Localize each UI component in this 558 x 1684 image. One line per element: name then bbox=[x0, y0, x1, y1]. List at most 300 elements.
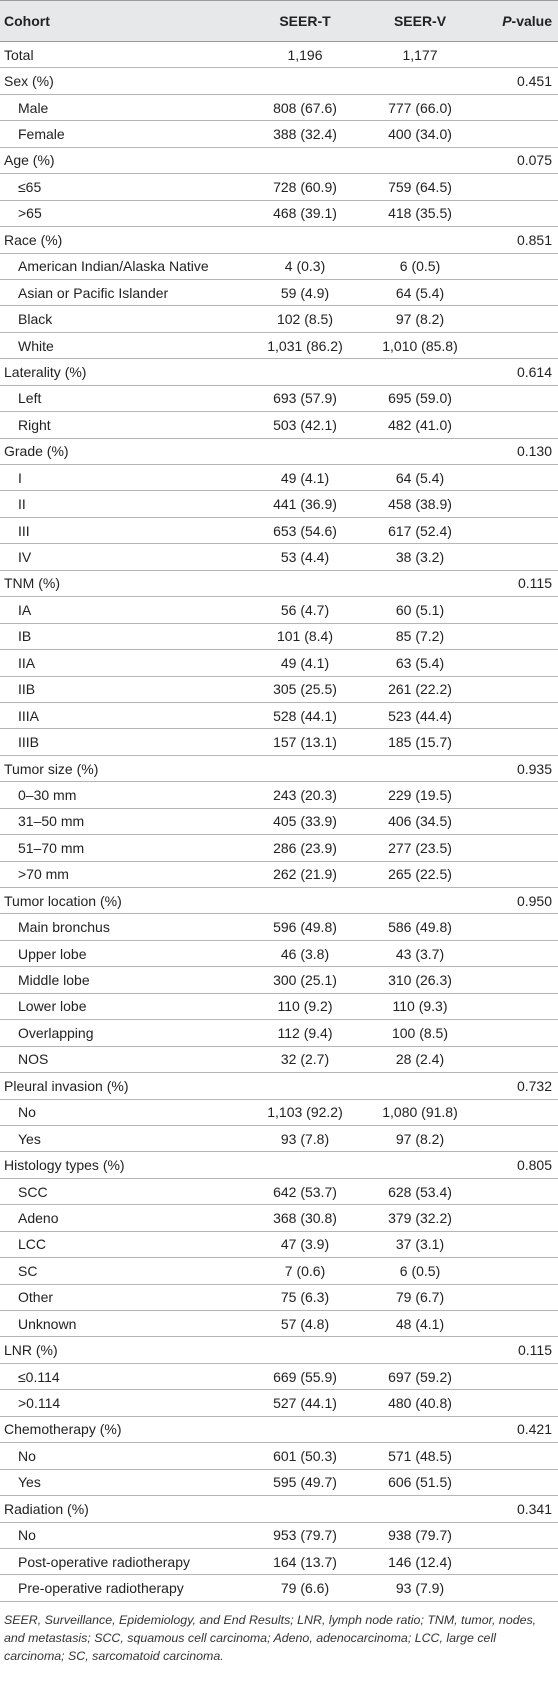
cell-seer-v: 1,177 bbox=[360, 42, 480, 68]
cell-label: IV bbox=[0, 544, 250, 570]
cell-p-value bbox=[480, 465, 558, 491]
cell-seer-t: 1,103 (92.2) bbox=[250, 1099, 360, 1125]
table-row bbox=[0, 1363, 558, 1389]
table-row bbox=[0, 1152, 558, 1178]
cell-seer-v: 571 (48.5) bbox=[360, 1443, 480, 1469]
cell-label: ≤0.114 bbox=[0, 1363, 250, 1389]
cell-p-value bbox=[480, 174, 558, 200]
cell-label: Yes bbox=[0, 1469, 250, 1495]
cell-p-value bbox=[480, 1258, 558, 1284]
cell-seer-v bbox=[360, 888, 480, 914]
cell-seer-v bbox=[360, 1416, 480, 1442]
cell-p-value bbox=[480, 993, 558, 1019]
table-row bbox=[0, 967, 558, 993]
cell-label: Right bbox=[0, 412, 250, 438]
cell-label: Male bbox=[0, 94, 250, 120]
table-row bbox=[0, 1469, 558, 1495]
cell-label: 31–50 mm bbox=[0, 808, 250, 834]
cell-seer-v bbox=[360, 227, 480, 253]
cell-seer-v: 938 (79.7) bbox=[360, 1522, 480, 1548]
cell-p-value: 0.115 bbox=[480, 1337, 558, 1363]
cell-p-value bbox=[480, 491, 558, 517]
table-row bbox=[0, 1284, 558, 1310]
cell-label: Grade (%) bbox=[0, 438, 250, 464]
cell-label: TNM (%) bbox=[0, 570, 250, 596]
cell-seer-t bbox=[250, 755, 360, 781]
table-row bbox=[0, 1337, 558, 1363]
table-row bbox=[0, 1231, 558, 1257]
table-row bbox=[0, 914, 558, 940]
cell-p-value bbox=[480, 1311, 558, 1337]
table-row bbox=[0, 597, 558, 623]
cell-label: Yes bbox=[0, 1125, 250, 1151]
cell-seer-v: 1,080 (91.8) bbox=[360, 1099, 480, 1125]
cell-label: I bbox=[0, 465, 250, 491]
cell-seer-v: 6 (0.5) bbox=[360, 253, 480, 279]
cell-seer-t: 49 (4.1) bbox=[250, 465, 360, 491]
cell-label: No bbox=[0, 1522, 250, 1548]
cell-seer-t: 441 (36.9) bbox=[250, 491, 360, 517]
cell-label: Black bbox=[0, 306, 250, 332]
cell-label: >70 mm bbox=[0, 861, 250, 887]
table-row bbox=[0, 861, 558, 887]
cell-seer-v: 606 (51.5) bbox=[360, 1469, 480, 1495]
cell-label: >65 bbox=[0, 200, 250, 226]
cell-p-value bbox=[480, 1046, 558, 1072]
table-row bbox=[0, 1178, 558, 1204]
cell-seer-t: 368 (30.8) bbox=[250, 1205, 360, 1231]
cell-label: Upper lobe bbox=[0, 940, 250, 966]
cell-label: American Indian/Alaska Native bbox=[0, 253, 250, 279]
cell-label: Pre-operative radiotherapy bbox=[0, 1575, 250, 1601]
cell-p-value bbox=[480, 332, 558, 358]
table-row bbox=[0, 1073, 558, 1099]
table-row bbox=[0, 1258, 558, 1284]
cell-p-value bbox=[480, 1548, 558, 1574]
cell-p-value: 0.421 bbox=[480, 1416, 558, 1442]
table-row bbox=[0, 200, 558, 226]
cell-p-value bbox=[480, 914, 558, 940]
cell-seer-v: 79 (6.7) bbox=[360, 1284, 480, 1310]
cell-seer-t: 93 (7.8) bbox=[250, 1125, 360, 1151]
cell-p-value: 0.935 bbox=[480, 755, 558, 781]
cell-p-value bbox=[480, 861, 558, 887]
table-row bbox=[0, 253, 558, 279]
cell-seer-t bbox=[250, 227, 360, 253]
cell-seer-v: 418 (35.5) bbox=[360, 200, 480, 226]
cell-label: SCC bbox=[0, 1178, 250, 1204]
cell-seer-t bbox=[250, 359, 360, 385]
cell-seer-t: 405 (33.9) bbox=[250, 808, 360, 834]
cell-seer-t bbox=[250, 68, 360, 94]
table-row bbox=[0, 306, 558, 332]
cell-seer-t: 528 (44.1) bbox=[250, 702, 360, 728]
cell-p-value bbox=[480, 597, 558, 623]
cell-p-value: 0.851 bbox=[480, 227, 558, 253]
cell-p-value bbox=[480, 702, 558, 728]
table-row bbox=[0, 1496, 558, 1522]
cell-seer-v: 617 (52.4) bbox=[360, 517, 480, 543]
cell-seer-t: 101 (8.4) bbox=[250, 623, 360, 649]
cell-seer-t: 75 (6.3) bbox=[250, 1284, 360, 1310]
cell-label: Other bbox=[0, 1284, 250, 1310]
cell-p-value bbox=[480, 1231, 558, 1257]
cell-label: Female bbox=[0, 121, 250, 147]
table-row bbox=[0, 42, 558, 68]
cell-label: IA bbox=[0, 597, 250, 623]
cell-p-value bbox=[480, 306, 558, 332]
cell-seer-v: 586 (49.8) bbox=[360, 914, 480, 940]
cell-seer-v bbox=[360, 68, 480, 94]
cell-p-value bbox=[480, 1363, 558, 1389]
cell-seer-t: 32 (2.7) bbox=[250, 1046, 360, 1072]
table-body bbox=[0, 42, 558, 1602]
cell-p-value bbox=[480, 253, 558, 279]
cell-seer-v: 628 (53.4) bbox=[360, 1178, 480, 1204]
cell-seer-t: 243 (20.3) bbox=[250, 782, 360, 808]
cell-seer-t: 601 (50.3) bbox=[250, 1443, 360, 1469]
cell-p-value: 0.950 bbox=[480, 888, 558, 914]
cell-p-value bbox=[480, 1284, 558, 1310]
cell-seer-v: 6 (0.5) bbox=[360, 1258, 480, 1284]
cell-label: II bbox=[0, 491, 250, 517]
table-header bbox=[0, 1, 558, 42]
table-row bbox=[0, 1125, 558, 1151]
cell-seer-v: 38 (3.2) bbox=[360, 544, 480, 570]
cell-seer-t: 388 (32.4) bbox=[250, 121, 360, 147]
cell-p-value bbox=[480, 1443, 558, 1469]
cell-seer-v: 100 (8.5) bbox=[360, 1020, 480, 1046]
table-row bbox=[0, 570, 558, 596]
cell-seer-t: 286 (23.9) bbox=[250, 835, 360, 861]
table-row bbox=[0, 1311, 558, 1337]
table-row bbox=[0, 1390, 558, 1416]
cell-label: SC bbox=[0, 1258, 250, 1284]
cell-seer-v: 28 (2.4) bbox=[360, 1046, 480, 1072]
cell-label: Radiation (%) bbox=[0, 1496, 250, 1522]
table-row bbox=[0, 1548, 558, 1574]
table-row bbox=[0, 412, 558, 438]
table-row bbox=[0, 359, 558, 385]
cell-label: Sex (%) bbox=[0, 68, 250, 94]
cell-seer-t: 164 (13.7) bbox=[250, 1548, 360, 1574]
cell-label: IIB bbox=[0, 676, 250, 702]
cell-seer-v: 146 (12.4) bbox=[360, 1548, 480, 1574]
header-p-italic: P bbox=[502, 13, 512, 29]
cell-label: Chemotherapy (%) bbox=[0, 1416, 250, 1442]
cell-label: IB bbox=[0, 623, 250, 649]
table-row bbox=[0, 676, 558, 702]
cell-seer-t: 1,031 (86.2) bbox=[250, 332, 360, 358]
cell-seer-v: 97 (8.2) bbox=[360, 306, 480, 332]
cell-p-value bbox=[480, 121, 558, 147]
cell-label: Unknown bbox=[0, 1311, 250, 1337]
cell-p-value bbox=[480, 385, 558, 411]
table-row bbox=[0, 1443, 558, 1469]
cell-seer-t bbox=[250, 1337, 360, 1363]
cell-seer-v bbox=[360, 755, 480, 781]
table-row bbox=[0, 888, 558, 914]
cell-p-value: 0.115 bbox=[480, 570, 558, 596]
cell-p-value bbox=[480, 544, 558, 570]
cell-seer-t: 102 (8.5) bbox=[250, 306, 360, 332]
cell-seer-t: 56 (4.7) bbox=[250, 597, 360, 623]
cell-label: Lower lobe bbox=[0, 993, 250, 1019]
cell-seer-v: 229 (19.5) bbox=[360, 782, 480, 808]
table-row bbox=[0, 332, 558, 358]
cell-seer-v: 48 (4.1) bbox=[360, 1311, 480, 1337]
cell-label: ≤65 bbox=[0, 174, 250, 200]
cell-p-value bbox=[480, 412, 558, 438]
cell-p-value bbox=[480, 1390, 558, 1416]
table-row bbox=[0, 544, 558, 570]
cell-label: Pleural invasion (%) bbox=[0, 1073, 250, 1099]
cell-p-value bbox=[480, 279, 558, 305]
cell-seer-v: 777 (66.0) bbox=[360, 94, 480, 120]
cell-seer-v: 695 (59.0) bbox=[360, 385, 480, 411]
cell-seer-t: 49 (4.1) bbox=[250, 650, 360, 676]
table-row bbox=[0, 1416, 558, 1442]
table-row bbox=[0, 385, 558, 411]
cell-seer-t: 112 (9.4) bbox=[250, 1020, 360, 1046]
cell-label: Histology types (%) bbox=[0, 1152, 250, 1178]
cell-label: IIIB bbox=[0, 729, 250, 755]
cell-seer-v: 400 (34.0) bbox=[360, 121, 480, 147]
cell-p-value bbox=[480, 94, 558, 120]
cell-p-value bbox=[480, 676, 558, 702]
cell-seer-t: 7 (0.6) bbox=[250, 1258, 360, 1284]
cell-seer-t: 59 (4.9) bbox=[250, 279, 360, 305]
cell-label: White bbox=[0, 332, 250, 358]
cell-p-value bbox=[480, 517, 558, 543]
table-row bbox=[0, 227, 558, 253]
cell-seer-v: 60 (5.1) bbox=[360, 597, 480, 623]
header-cohort: Cohort bbox=[0, 1, 250, 42]
table-footnote: SEER, Surveillance, Epidemiology, and End Results; LNR, lymph node ratio; TNM, tumor, nodes, and metastasis; SCC, squamous cell carcinoma; Adeno, adenocarcinoma; LCC, large cell carcinoma; SC, sarcomatoid carcinoma. bbox=[4, 1612, 537, 1663]
cell-seer-v: 458 (38.9) bbox=[360, 491, 480, 517]
cell-p-value bbox=[480, 808, 558, 834]
cell-label: Race (%) bbox=[0, 227, 250, 253]
cell-seer-v: 1,010 (85.8) bbox=[360, 332, 480, 358]
cell-seer-v: 43 (3.7) bbox=[360, 940, 480, 966]
cell-label: Overlapping bbox=[0, 1020, 250, 1046]
cell-label: III bbox=[0, 517, 250, 543]
cell-seer-t bbox=[250, 1073, 360, 1099]
cell-seer-t: 953 (79.7) bbox=[250, 1522, 360, 1548]
cell-seer-v bbox=[360, 1496, 480, 1522]
table-row bbox=[0, 517, 558, 543]
table-row bbox=[0, 279, 558, 305]
header-p-rest: -value bbox=[511, 13, 552, 29]
cell-seer-t: 157 (13.1) bbox=[250, 729, 360, 755]
cell-seer-v: 85 (7.2) bbox=[360, 623, 480, 649]
table-row bbox=[0, 782, 558, 808]
cell-label: Age (%) bbox=[0, 147, 250, 173]
table-row bbox=[0, 491, 558, 517]
cell-seer-t bbox=[250, 1496, 360, 1522]
cell-label: >0.114 bbox=[0, 1390, 250, 1416]
table-row bbox=[0, 121, 558, 147]
cell-seer-t: 262 (21.9) bbox=[250, 861, 360, 887]
cell-label: Laterality (%) bbox=[0, 359, 250, 385]
header-p-value bbox=[480, 1, 558, 42]
cell-seer-v: 64 (5.4) bbox=[360, 465, 480, 491]
table-row bbox=[0, 1205, 558, 1231]
cell-seer-t: 669 (55.9) bbox=[250, 1363, 360, 1389]
table-row bbox=[0, 68, 558, 94]
cell-label: Main bronchus bbox=[0, 914, 250, 940]
cell-seer-t: 4 (0.3) bbox=[250, 253, 360, 279]
table-row bbox=[0, 623, 558, 649]
table-row bbox=[0, 808, 558, 834]
cell-seer-t: 57 (4.8) bbox=[250, 1311, 360, 1337]
cell-seer-t: 728 (60.9) bbox=[250, 174, 360, 200]
cell-seer-v: 310 (26.3) bbox=[360, 967, 480, 993]
cell-label: LNR (%) bbox=[0, 1337, 250, 1363]
cell-p-value bbox=[480, 1178, 558, 1204]
cell-seer-t bbox=[250, 147, 360, 173]
table-row bbox=[0, 755, 558, 781]
cell-seer-v: 261 (22.2) bbox=[360, 676, 480, 702]
cell-seer-v bbox=[360, 1152, 480, 1178]
cell-seer-v: 480 (40.8) bbox=[360, 1390, 480, 1416]
table-row bbox=[0, 940, 558, 966]
cell-seer-v: 482 (41.0) bbox=[360, 412, 480, 438]
cell-label: Asian or Pacific Islander bbox=[0, 279, 250, 305]
cell-seer-v: 379 (32.2) bbox=[360, 1205, 480, 1231]
cell-seer-v: 97 (8.2) bbox=[360, 1125, 480, 1151]
table-row bbox=[0, 174, 558, 200]
header-seer-v: SEER-V bbox=[360, 1, 480, 42]
cell-p-value bbox=[480, 1575, 558, 1601]
header-row bbox=[0, 1, 558, 42]
cell-p-value: 0.805 bbox=[480, 1152, 558, 1178]
cell-seer-t: 53 (4.4) bbox=[250, 544, 360, 570]
cell-seer-v: 110 (9.3) bbox=[360, 993, 480, 1019]
cell-label: Total bbox=[0, 42, 250, 68]
cell-seer-t: 527 (44.1) bbox=[250, 1390, 360, 1416]
table-row bbox=[0, 993, 558, 1019]
cell-seer-v: 523 (44.4) bbox=[360, 702, 480, 728]
cell-seer-v: 93 (7.9) bbox=[360, 1575, 480, 1601]
table-row bbox=[0, 1575, 558, 1601]
cell-p-value bbox=[480, 1099, 558, 1125]
cell-seer-v: 63 (5.4) bbox=[360, 650, 480, 676]
cell-p-value bbox=[480, 200, 558, 226]
cell-seer-v: 759 (64.5) bbox=[360, 174, 480, 200]
cell-p-value bbox=[480, 967, 558, 993]
cell-seer-t: 110 (9.2) bbox=[250, 993, 360, 1019]
cell-seer-t: 503 (42.1) bbox=[250, 412, 360, 438]
cell-label: IIIA bbox=[0, 702, 250, 728]
cell-p-value bbox=[480, 1522, 558, 1548]
cell-seer-t: 47 (3.9) bbox=[250, 1231, 360, 1257]
cell-seer-v bbox=[360, 147, 480, 173]
cell-p-value bbox=[480, 835, 558, 861]
cell-seer-v: 37 (3.1) bbox=[360, 1231, 480, 1257]
cell-p-value bbox=[480, 623, 558, 649]
table-row bbox=[0, 1099, 558, 1125]
cell-seer-t bbox=[250, 1152, 360, 1178]
cell-seer-v bbox=[360, 1073, 480, 1099]
table-row bbox=[0, 1020, 558, 1046]
cell-seer-t: 596 (49.8) bbox=[250, 914, 360, 940]
cell-seer-v: 406 (34.5) bbox=[360, 808, 480, 834]
cell-p-value bbox=[480, 42, 558, 68]
cell-seer-v: 64 (5.4) bbox=[360, 279, 480, 305]
cell-seer-v: 265 (22.5) bbox=[360, 861, 480, 887]
cell-p-value bbox=[480, 729, 558, 755]
cell-p-value: 0.075 bbox=[480, 147, 558, 173]
cell-seer-v: 697 (59.2) bbox=[360, 1363, 480, 1389]
cell-label: NOS bbox=[0, 1046, 250, 1072]
cell-seer-v bbox=[360, 438, 480, 464]
cell-seer-t: 79 (6.6) bbox=[250, 1575, 360, 1601]
table-row bbox=[0, 729, 558, 755]
cell-seer-t: 653 (54.6) bbox=[250, 517, 360, 543]
cell-p-value: 0.732 bbox=[480, 1073, 558, 1099]
cell-p-value bbox=[480, 782, 558, 808]
table-row bbox=[0, 438, 558, 464]
cell-seer-t: 1,196 bbox=[250, 42, 360, 68]
cell-p-value bbox=[480, 940, 558, 966]
cell-label: IIA bbox=[0, 650, 250, 676]
cell-seer-v: 277 (23.5) bbox=[360, 835, 480, 861]
table-row bbox=[0, 465, 558, 491]
cell-p-value: 0.341 bbox=[480, 1496, 558, 1522]
cell-seer-v bbox=[360, 359, 480, 385]
cell-label: Left bbox=[0, 385, 250, 411]
cell-p-value bbox=[480, 1125, 558, 1151]
cell-p-value bbox=[480, 650, 558, 676]
cell-seer-t bbox=[250, 438, 360, 464]
cell-label: No bbox=[0, 1099, 250, 1125]
table-row bbox=[0, 1522, 558, 1548]
cell-label: Tumor size (%) bbox=[0, 755, 250, 781]
cell-label: LCC bbox=[0, 1231, 250, 1257]
cell-label: 51–70 mm bbox=[0, 835, 250, 861]
cell-label: No bbox=[0, 1443, 250, 1469]
cell-seer-v bbox=[360, 1337, 480, 1363]
table-row bbox=[0, 702, 558, 728]
cell-seer-t bbox=[250, 1416, 360, 1442]
cell-p-value bbox=[480, 1020, 558, 1046]
cell-seer-t: 808 (67.6) bbox=[250, 94, 360, 120]
table-row bbox=[0, 835, 558, 861]
cell-p-value: 0.130 bbox=[480, 438, 558, 464]
table-row bbox=[0, 94, 558, 120]
cell-seer-v: 185 (15.7) bbox=[360, 729, 480, 755]
cell-label: Tumor location (%) bbox=[0, 888, 250, 914]
cell-p-value: 0.614 bbox=[480, 359, 558, 385]
cell-p-value: 0.451 bbox=[480, 68, 558, 94]
cell-seer-t: 305 (25.5) bbox=[250, 676, 360, 702]
cell-seer-t bbox=[250, 570, 360, 596]
cell-p-value bbox=[480, 1469, 558, 1495]
cell-seer-t: 468 (39.1) bbox=[250, 200, 360, 226]
cell-p-value bbox=[480, 1205, 558, 1231]
table-row bbox=[0, 147, 558, 173]
table-row bbox=[0, 1046, 558, 1072]
header-seer-t: SEER-T bbox=[250, 1, 360, 42]
cell-label: 0–30 mm bbox=[0, 782, 250, 808]
cell-seer-t: 300 (25.1) bbox=[250, 967, 360, 993]
table-row bbox=[0, 650, 558, 676]
cell-seer-t: 642 (53.7) bbox=[250, 1178, 360, 1204]
cell-seer-v bbox=[360, 570, 480, 596]
cell-seer-t: 595 (49.7) bbox=[250, 1469, 360, 1495]
cell-label: Adeno bbox=[0, 1205, 250, 1231]
